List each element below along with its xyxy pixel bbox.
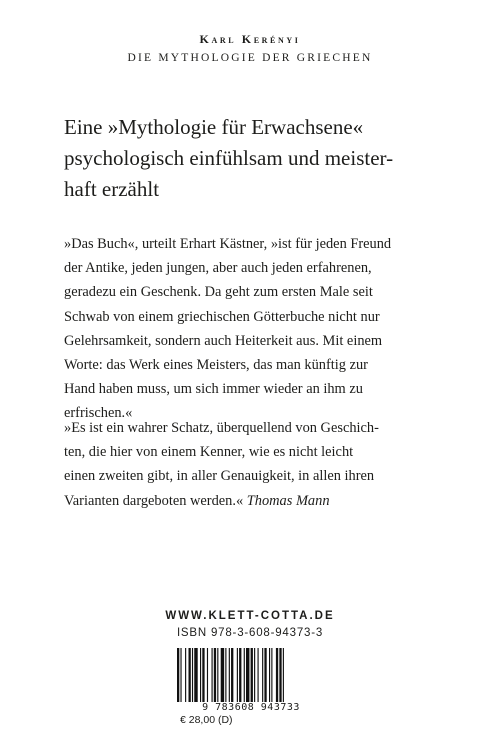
barcode-bar: [276, 648, 278, 704]
barcode-bar: [229, 648, 230, 704]
barcode-bar: [217, 648, 218, 704]
book-title: DIE MYTHOLOGIE DER GRIECHEN: [127, 52, 373, 64]
quote-line: Gelehrsamkeit, sondern auch Heiterkeit aus. Mit einem: [64, 332, 383, 349]
barcode-bar: [231, 648, 233, 704]
barcode-bar: [189, 648, 191, 704]
quote-line: einen zweiten gibt, in aller Genauigkeit, in allen ihren: [64, 468, 375, 485]
quote-mann: [64, 416, 444, 513]
barcode-bar: [246, 648, 249, 704]
barcode-bar: [269, 648, 270, 704]
cover-header: [0, 32, 500, 64]
quote-line: [64, 489, 444, 513]
barcode-bar: [200, 648, 201, 704]
barcode-bar: [212, 648, 213, 704]
barcode-bar: [225, 648, 226, 704]
barcode-bar: [185, 648, 186, 704]
barcode-bar: [283, 648, 284, 704]
barcode-bar: [192, 648, 193, 704]
quote-line: Schwab von einem griechischen Götterbuche nicht nur: [64, 308, 380, 325]
barcode-bar: [177, 648, 179, 704]
barcode-bar: [254, 648, 255, 704]
barcode-bar: [180, 648, 181, 704]
barcode-bar: [258, 648, 259, 704]
barcode-bar: [239, 648, 241, 704]
quote-line: Worte: das Werk eines Meisters, das man künftig zur: [64, 357, 368, 374]
barcode-bar: [207, 648, 208, 704]
quote-line-text: Varianten dargeboten werden.«: [64, 492, 244, 509]
headline: [64, 112, 464, 205]
headline-line: haft erzählt: [64, 177, 160, 201]
barcode-bar: [251, 648, 253, 704]
quote-attribution: Thomas Mann: [246, 492, 330, 509]
quote-line: Hand haben muss, um sich immer wieder an ihm zu: [64, 381, 363, 398]
barcode-bar: [279, 648, 281, 704]
barcode-bar: [194, 648, 197, 704]
barcode-bar: [264, 648, 266, 704]
quote-line: geradezu ein Geschenk. Da geht zum ersten Male seit: [64, 284, 373, 301]
barcode-bar: [271, 648, 272, 704]
quote-line: »Es ist ein wahrer Schatz, überquellend von Geschich-: [64, 420, 379, 436]
barcode: [171, 648, 331, 712]
isbn: ISBN 978-3-608-94373-3: [176, 627, 324, 639]
barcode-bars: [171, 648, 331, 704]
headline-line: Eine »Mythologie für Erwachsene«: [64, 115, 364, 139]
quote-line: ten, die hier von einem Kenner, wie es nicht leicht: [64, 444, 354, 461]
barcode-bar: [214, 648, 216, 704]
quote-kaestner: [64, 232, 444, 426]
quote-line: der Antike, jeden jungen, aber auch jeden erfahrenen,: [64, 260, 372, 277]
barcode-bar: [237, 648, 238, 704]
author-name: Karl Kerényi: [199, 32, 301, 46]
barcode-bar: [262, 648, 263, 704]
barcode-bar: [202, 648, 204, 704]
headline-line: psychologisch einfühlsam und meister-: [64, 146, 394, 170]
quote-line: »Das Buch«, urteilt Erhart Kästner, »ist für jeden Freund: [64, 236, 392, 252]
barcode-bar: [221, 648, 224, 704]
quote-line: erfrischen.«: [64, 405, 133, 422]
barcode-digits: 9 783608 943733: [171, 702, 331, 713]
publisher-url: WWW.KLETT-COTTA.DE: [165, 610, 335, 622]
price: € 28,00 (D): [180, 714, 233, 726]
barcode-bar: [244, 648, 245, 704]
